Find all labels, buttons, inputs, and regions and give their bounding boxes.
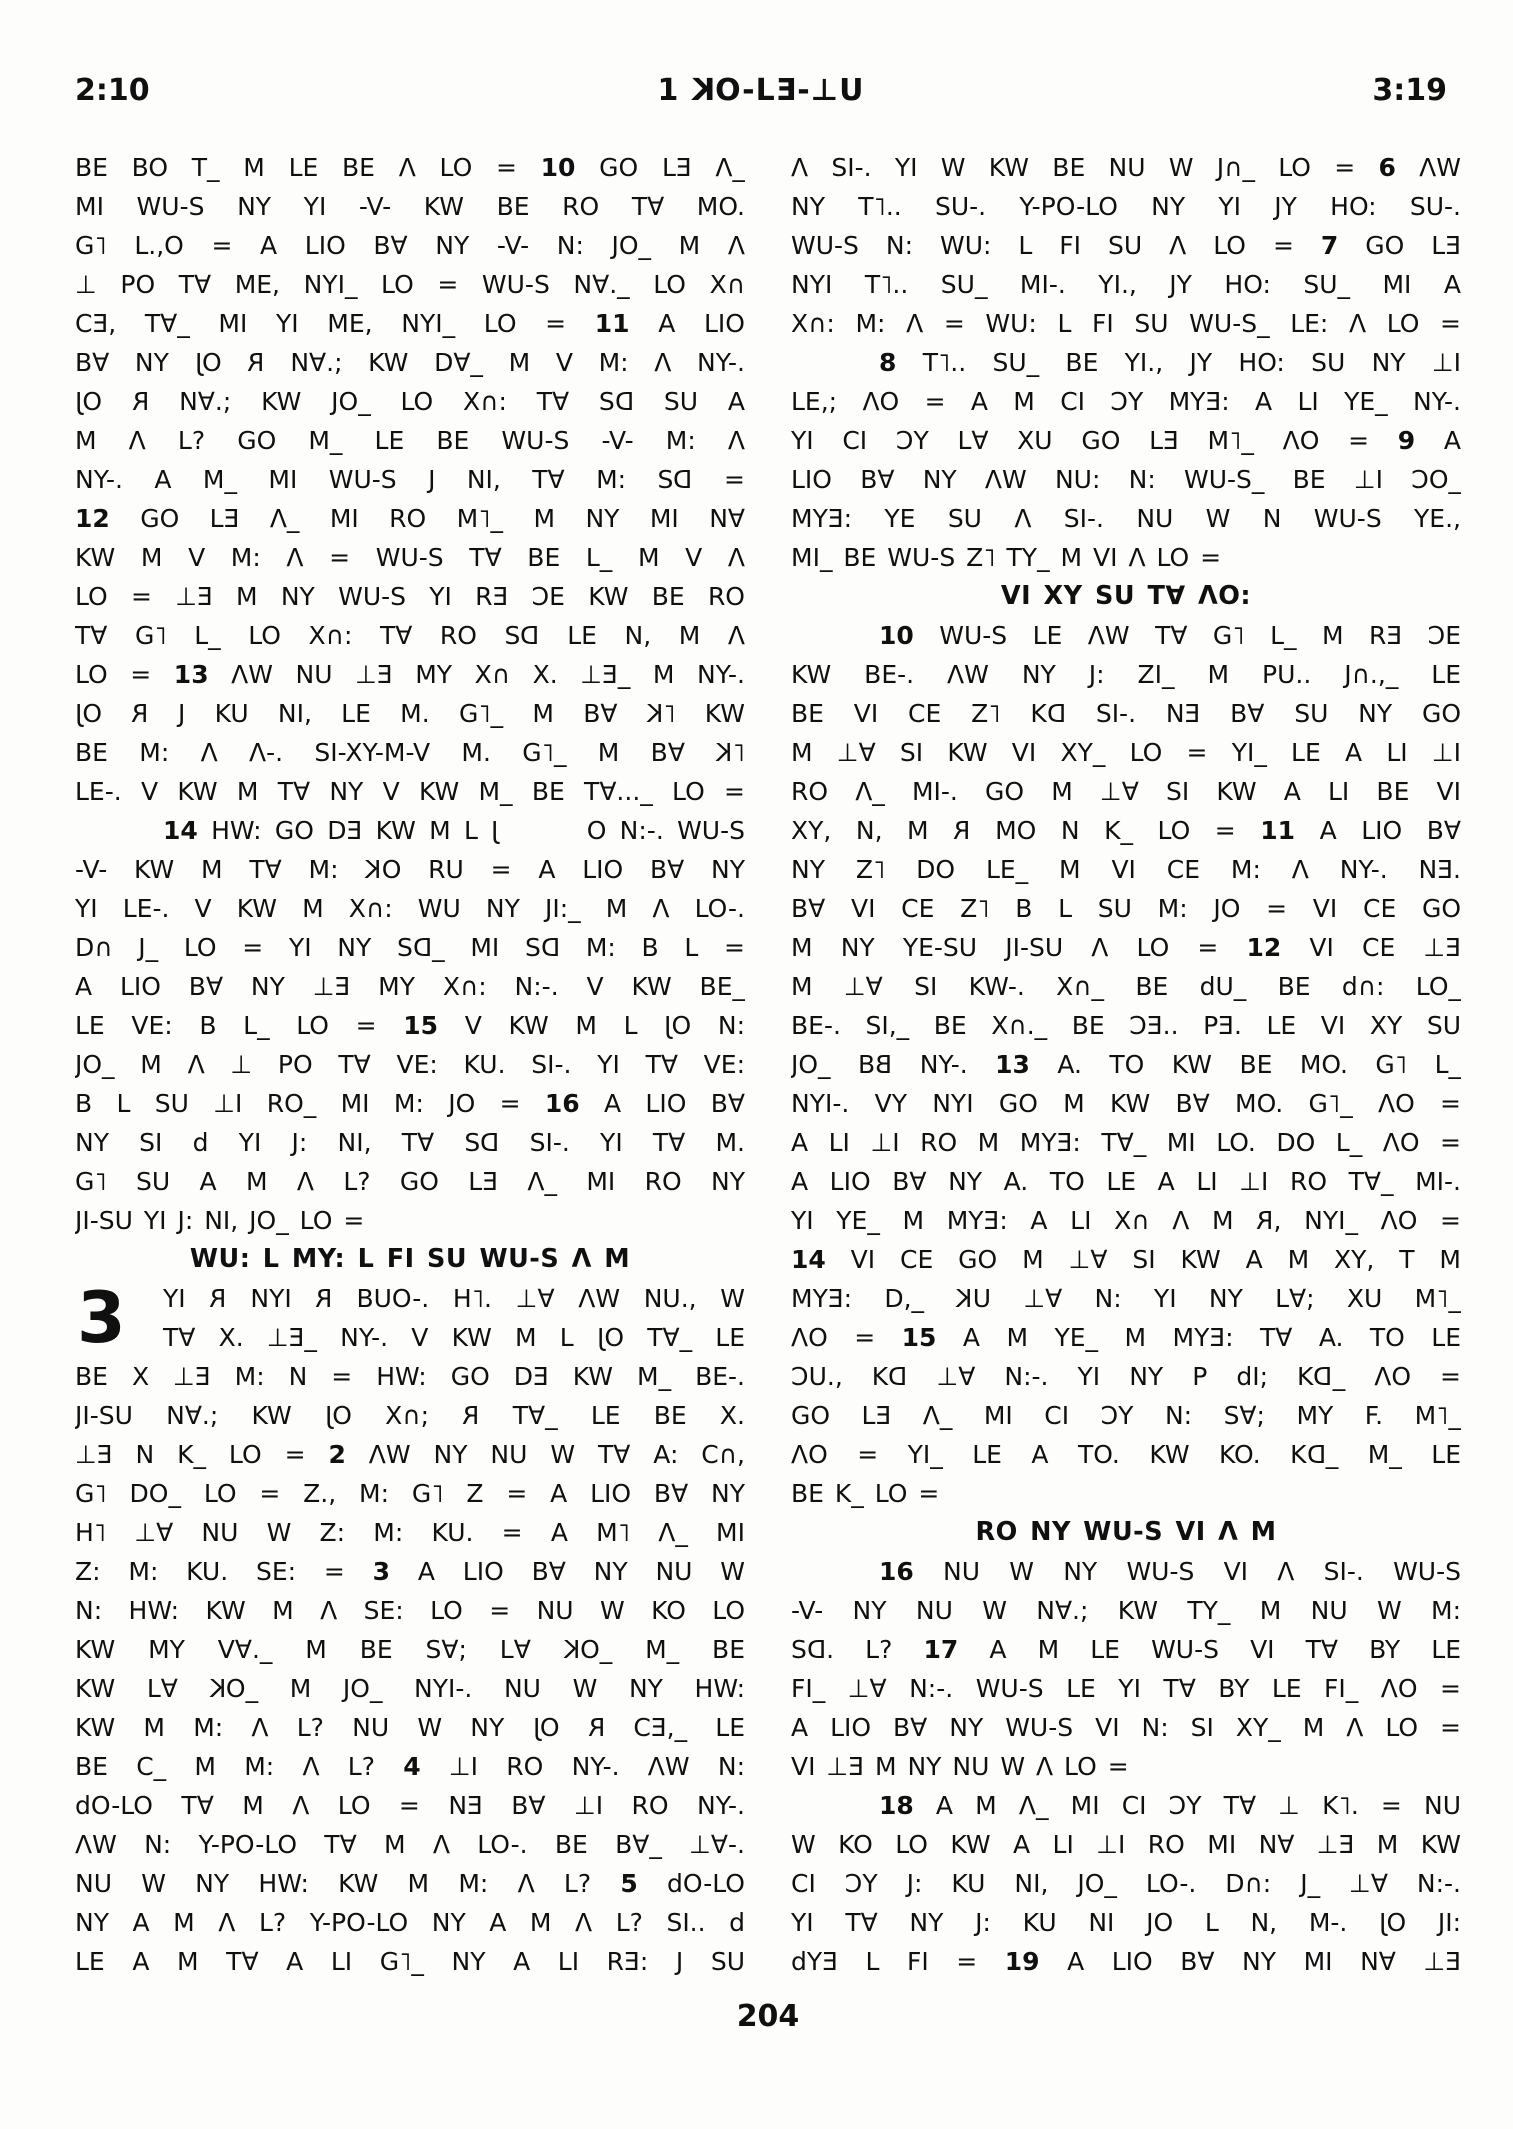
text-line: X∩: M: Λ = WU: L FI SU WU-S_ LE: Λ LO = bbox=[791, 309, 1461, 338]
text-line: dYƎ L FI = 19 A LIO B∀ NY MI N∀ ⊥Ǝ bbox=[791, 1947, 1461, 1976]
running-header bbox=[75, 74, 1461, 108]
chapter-number: 3 bbox=[77, 1277, 126, 1359]
text-line: T∀ G˥ L_ LO X∩: T∀ RO SD LE N, M Λ bbox=[75, 621, 745, 650]
text-line: 14 HW: GO DƎ KW M L J O N:-. WU-S bbox=[163, 816, 745, 845]
text-line: BE VI CE Z˥ KD SI-. NƎ B∀ SU NY GO bbox=[791, 699, 1461, 728]
text-line: LO = 13 ΛW NU ⊥Ǝ MY X∩ X. ⊥Ǝ_ M NY-. bbox=[75, 660, 745, 689]
text-line: ƆU., KD ⊥∀ N:-. YI NY P dI; KD_ ΛO = bbox=[791, 1362, 1461, 1391]
text-line: CƎ, T∀_ MI YI ME, NYI_ LO = 11 A LIO bbox=[75, 309, 745, 338]
text-line: SD. L? 17 A M LE WU-S VI T∀ BY LE bbox=[791, 1635, 1461, 1664]
text-line: LIO B∀ NY ΛW NU: N: WU-S_ BE ⊥I ƆO_ bbox=[791, 465, 1461, 494]
text-line: LE A M T∀ A LI G˥_ NY A LI RƎ: J SU bbox=[75, 1947, 745, 1976]
text-line: JO_ M Λ ⊥ PO T∀ VE: KU. SI-. YI T∀ VE: bbox=[75, 1050, 745, 1079]
text-line: CI ƆY J: KU NI, JO_ LO-. D∩: J_ ⊥∀ N:-. bbox=[791, 1869, 1461, 1898]
text-line: 16 NU W NY WU-S VI Λ SI-. WU-S bbox=[879, 1557, 1461, 1586]
text-line: A LIO B∀ NY WU-S VI N: SI XY_ M Λ LO = bbox=[791, 1713, 1461, 1742]
text-line: NYI T˥.. SU_ MI-. YI., JY HO: SU_ MI A bbox=[791, 270, 1461, 299]
text-line: RO Λ_ MI-. GO M ⊥∀ SI KW A LI BE VI bbox=[791, 777, 1461, 806]
text-line: MI_ BE WU-S Z˥ TY_ M VI Λ LO = bbox=[791, 543, 1222, 572]
text-line: BE X ⊥Ǝ M: N = HW: GO DƎ KW M_ BE-. bbox=[75, 1362, 745, 1391]
text-line: ΛO = YI_ LE A TO. KW KO. KD_ M_ LE bbox=[791, 1440, 1461, 1469]
text-line: KW M V M: Λ = WU-S T∀ BE L_ M V Λ bbox=[75, 543, 745, 572]
text-line: JO R J KU NI, LE M. G˥_ M B∀ K˥ KW bbox=[75, 699, 745, 728]
text-line: ΛW N: Y-PO-LO T∀ M Λ LO-. BE B∀_ ⊥∀-. bbox=[75, 1830, 745, 1859]
text-line: LE VE: B L_ LO = 15 V KW M L JO N: bbox=[75, 1011, 745, 1040]
text-line: YI R NYI R BUO-. H˥. ⊥∀ ΛW NU., W bbox=[163, 1284, 745, 1313]
text-column-left bbox=[75, 148, 745, 1981]
text-line: MYƎ: D,_ KU ⊥∀ N: YI NY L∀; XU M˥_ bbox=[791, 1284, 1461, 1313]
header-verse-ref-left: 2:10 bbox=[75, 73, 150, 108]
text-line: H˥ ⊥∀ NU W Z: M: KU. = A M˥ Λ_ MI bbox=[75, 1518, 745, 1547]
text-line: BE-. SI,_ BE X∩._ BE ƆƎ.. PƎ. LE VI XY SU bbox=[791, 1011, 1461, 1040]
text-line: YI YE_ M MYƎ: A LI X∩ Λ M R, NYI_ ΛO = bbox=[791, 1206, 1461, 1235]
text-line: A LI ⊥I RO M MYƎ: T∀_ MI LO. DO L_ ΛO = bbox=[791, 1128, 1461, 1157]
text-line: M ⊥∀ SI KW-. X∩_ BE dU_ BE d∩: LO_ bbox=[791, 972, 1461, 1001]
chapter-block bbox=[75, 1279, 745, 1357]
text-line: 8 T˥.. SU_ BE YI., JY HO: SU NY ⊥I bbox=[879, 348, 1461, 377]
text-line: NY T˥.. SU-. Y-PO-LO NY YI JY HO: SU-. bbox=[791, 192, 1461, 221]
text-line: XY, N, M R MO N K_ LO = 11 A LIO B∀ bbox=[791, 816, 1461, 845]
text-line: -V- NY NU W N∀.; KW TY_ M NU W M: bbox=[791, 1596, 1461, 1625]
two-column-text-body bbox=[75, 148, 1461, 1981]
text-line: GO LƎ Λ_ MI CI ƆY N: S∀; MY F. M˥_ bbox=[791, 1401, 1461, 1430]
section-heading: WU: L MY: L FI SU WU-S Λ M bbox=[189, 1244, 631, 1274]
text-line: LE,; ΛO = A M CI ƆY MYƎ: A LI YE_ NY-. bbox=[791, 387, 1461, 416]
text-line: 12 GO LƎ Λ_ MI RO M˥_ M NY MI N∀ bbox=[75, 504, 745, 533]
text-line: A LIO B∀ NY ⊥Ǝ MY X∩: N:-. V KW BE_ bbox=[75, 972, 745, 1001]
text-line: BE M: Λ Λ-. SI-XY-M-V M. G˥_ M B∀ K˥ bbox=[75, 738, 745, 767]
text-line: 14 VI CE GO M ⊥∀ SI KW A M XY, T M bbox=[791, 1245, 1461, 1274]
text-line: -V- KW M T∀ M: KO RU = A LIO B∀ NY bbox=[75, 855, 745, 884]
text-line: Λ SI-. YI W KW BE NU W J∩_ LO = 6 ΛW bbox=[791, 153, 1461, 182]
text-line: WU-S N: WU: L FI SU Λ LO = 7 GO LƎ bbox=[791, 231, 1461, 260]
text-line: KW M M: Λ L? NU W NY JO R CƎ,_ LE bbox=[75, 1713, 745, 1742]
text-line: B∀ VI CE Z˥ B L SU M: JO = VI CE GO bbox=[791, 894, 1461, 923]
text-line: D∩ J_ LO = YI NY SD_ MI SD M: B L = bbox=[75, 933, 745, 962]
text-line: M ⊥∀ SI KW VI XY_ LO = YI_ LE A LI ⊥I bbox=[791, 738, 1461, 767]
text-line: 10 WU-S LE ΛW T∀ G˥ L_ M RƎ ƆE bbox=[879, 621, 1461, 650]
text-line: NY-. A M_ MI WU-S J NI, T∀ M: SD = bbox=[75, 465, 745, 494]
text-line: G˥ SU A M Λ L? GO LƎ Λ_ MI RO NY bbox=[75, 1167, 745, 1196]
page-number: 204 bbox=[736, 1999, 800, 2034]
text-line: M NY YE-SU JI-SU Λ LO = 12 VI CE ⊥Ǝ bbox=[791, 933, 1461, 962]
section-heading: RO NY WU-S VI Λ M bbox=[975, 1517, 1277, 1547]
text-line: YI CI ƆY L∀ XU GO LƎ M˥_ ΛO = 9 A bbox=[791, 426, 1461, 455]
text-line: MYƎ: YE SU Λ SI-. NU W N WU-S YE., bbox=[791, 504, 1461, 533]
text-line: JI-SU YI J: NI, JO_ LO = bbox=[75, 1206, 365, 1235]
text-line: NYI-. VY NYI GO M KW B∀ MO. G˥_ ΛO = bbox=[791, 1089, 1461, 1118]
text-line: JO_ BB NY-. 13 A. TO KW BE MO. G˥ L_ bbox=[791, 1050, 1461, 1079]
text-line: NY SI d YI J: NI, T∀ SD SI-. YI T∀ M. bbox=[75, 1128, 745, 1157]
text-line: dO-LO T∀ M Λ LO = NƎ B∀ ⊥I RO NY-. bbox=[75, 1791, 745, 1820]
text-line: LO = ⊥Ǝ M NY WU-S YI RƎ ƆE KW BE RO bbox=[75, 582, 745, 611]
text-line: A LIO B∀ NY A. TO LE A LI ⊥I RO T∀_ MI-. bbox=[791, 1167, 1461, 1196]
text-line: B∀ NY JO R N∀.; KW D∀_ M V M: Λ NY-. bbox=[75, 348, 745, 377]
text-line: M Λ L? GO M_ LE BE WU-S -V- M: Λ bbox=[75, 426, 745, 455]
text-line: NU W NY HW: KW M M: Λ L? 5 dO-LO bbox=[75, 1869, 745, 1898]
text-line: KW MY V∀._ M BE S∀; L∀ KO_ M_ BE bbox=[75, 1635, 745, 1664]
text-line: T∀ X. ⊥Ǝ_ NY-. V KW M L JO T∀_ LE bbox=[163, 1323, 745, 1352]
text-line: MI WU-S NY YI -V- KW BE RO T∀ MO. bbox=[75, 192, 745, 221]
section-heading: VI XY SU T∀ ΛO: bbox=[1000, 581, 1252, 611]
text-line: B L SU ⊥I RO_ MI M: JO = 16 A LIO B∀ bbox=[75, 1089, 745, 1118]
text-line: NY A M Λ L? Y-PO-LO NY A M Λ L? SI.. d bbox=[75, 1908, 745, 1937]
text-line: N: HW: KW M Λ SE: LO = NU W KO LO bbox=[75, 1596, 745, 1625]
text-line: NY Z˥ DO LE_ M VI CE M: Λ NY-. NƎ. bbox=[791, 855, 1461, 884]
text-line: ⊥ PO T∀ ME, NYI_ LO = WU-S N∀._ LO X∩ bbox=[75, 270, 745, 299]
text-line: ΛO = 15 A M YE_ M MYƎ: T∀ A. TO LE bbox=[791, 1323, 1461, 1352]
text-line: G˥ L.,O = A LIO B∀ NY -V- N: JO_ M Λ bbox=[75, 231, 745, 260]
text-line: BE C_ M M: Λ L? 4 ⊥I RO NY-. ΛW N: bbox=[75, 1752, 745, 1781]
text-line: JI-SU N∀.; KW JO X∩; R T∀_ LE BE X. bbox=[75, 1401, 745, 1430]
text-line: YI T∀ NY J: KU NI JO L N, M-. JO JI: bbox=[791, 1908, 1461, 1937]
text-line: BE K_ LO = bbox=[791, 1479, 940, 1508]
text-column-right bbox=[791, 148, 1461, 1981]
text-line: YI LE-. V KW M X∩: WU NY JI:_ M Λ LO-. bbox=[75, 894, 745, 923]
text-line: JO R N∀.; KW JO_ LO X∩: T∀ SD SU A bbox=[75, 387, 745, 416]
header-verse-ref-right: 3:19 bbox=[1372, 73, 1447, 108]
text-line: BE BO T_ M LE BE Λ LO = 10 GO LƎ Λ_ bbox=[75, 153, 745, 182]
text-line: 18 A M Λ_ MI CI ƆY T∀ ⊥ K˥. = NU bbox=[879, 1791, 1461, 1820]
text-line: W KO LO KW A LI ⊥I RO MI N∀ ⊥Ǝ M KW bbox=[791, 1830, 1461, 1859]
text-line: LE-. V KW M T∀ NY V KW M_ BE T∀..._ LO = bbox=[75, 777, 745, 806]
text-line: KW BE-. ΛW NY J: ZI_ M PU.. J∩.,_ LE bbox=[791, 660, 1461, 689]
text-line: VI ⊥Ǝ M NY NU W Λ LO = bbox=[791, 1752, 1129, 1781]
header-book-title: 1 KO-LƎ-⊥U bbox=[657, 73, 865, 108]
text-line: G˥ DO_ LO = Z., M: G˥ Z = A LIO B∀ NY bbox=[75, 1479, 745, 1508]
text-line: FI_ ⊥∀ N:-. WU-S LE YI T∀ BY LE FI_ ΛO = bbox=[791, 1674, 1461, 1703]
text-line: KW L∀ KO_ M JO_ NYI-. NU W NY HW: bbox=[75, 1674, 745, 1703]
text-line: ⊥Ǝ N K_ LO = 2 ΛW NY NU W T∀ A: C∩, bbox=[75, 1440, 745, 1469]
text-line: Z: M: KU. SE: = 3 A LIO B∀ NY NU W bbox=[75, 1557, 745, 1586]
